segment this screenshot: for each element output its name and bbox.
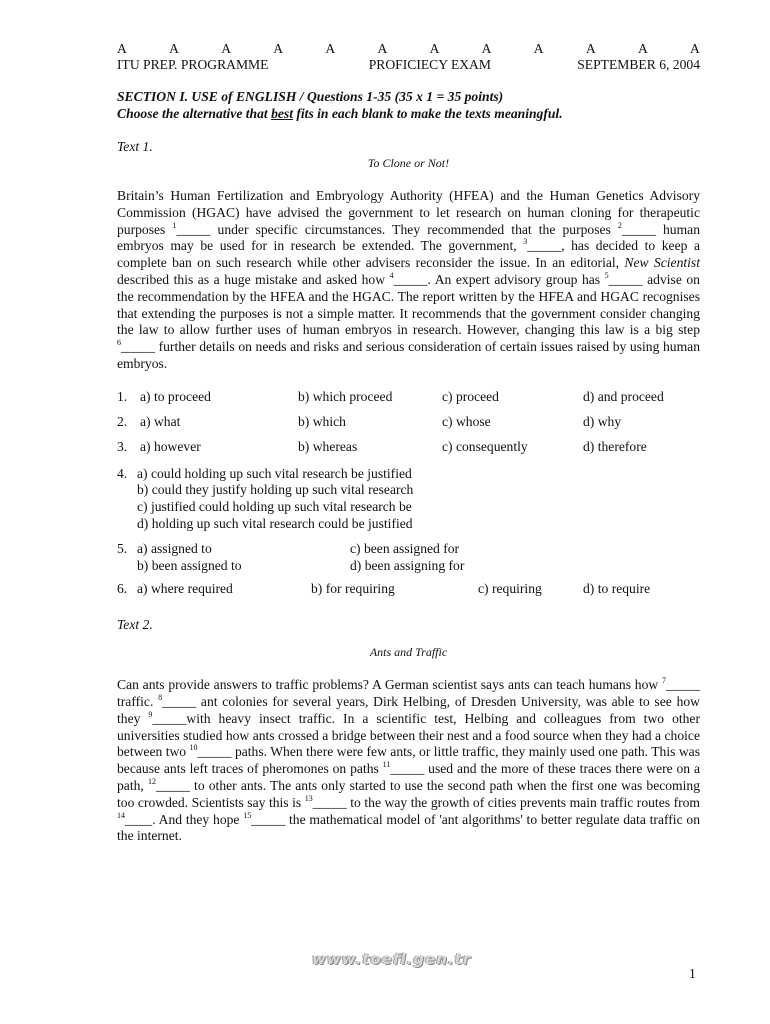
passage-text: _____. An expert advisory group has bbox=[393, 271, 605, 287]
passage-text: _____ to other ants. The ants only started to use the second path when the first one was becoming too crowded. Scientists say this is bbox=[117, 777, 701, 810]
blank-number: 14 bbox=[117, 810, 125, 820]
option-d[interactable]: d) why bbox=[583, 413, 622, 429]
instruction-post: fits in each blank to make the texts meaningful. bbox=[292, 106, 563, 121]
watermark-url: www.toefl.gen.tr bbox=[312, 950, 472, 968]
booklet-letter: A bbox=[377, 41, 388, 56]
passage-text: _____ human embryos may be used for in research be extended. The government, bbox=[117, 221, 701, 254]
journal-name: New Scientist bbox=[624, 255, 700, 271]
blank-number: 8 bbox=[158, 692, 163, 702]
passage-text: _____ under specific circumstances. They recommended that the purposes bbox=[176, 221, 618, 237]
booklet-letter: A bbox=[117, 41, 127, 56]
text1-label: Text 1. bbox=[117, 139, 153, 154]
question-number: 6. bbox=[117, 581, 128, 597]
question-5 bbox=[117, 541, 700, 579]
option-a[interactable]: a) could holding up such vital research be justified bbox=[137, 465, 412, 481]
blank-number: 1 bbox=[172, 220, 177, 230]
passage-text: Britain’s Human Fertilization and Embryology Authority (HFEA) and the Human Genetics Advisory Commission (HGAC) have advised the government to let research on human cloning for therapeutic purposes bbox=[117, 188, 700, 237]
option-b[interactable]: b) for requiring bbox=[311, 581, 395, 597]
blank-number: 5 bbox=[604, 270, 609, 280]
blank-number: 11 bbox=[382, 760, 391, 770]
blank-number: 6 bbox=[117, 338, 121, 348]
option-a[interactable]: a) assigned to bbox=[137, 541, 212, 557]
passage-text: ____. And they hope bbox=[125, 811, 244, 827]
blank-number: 4 bbox=[389, 270, 394, 280]
option-c[interactable]: c) consequently bbox=[442, 438, 528, 454]
text2-title: Ants and Traffic bbox=[369, 645, 448, 660]
blank-number: 9 bbox=[148, 709, 153, 719]
question-3 bbox=[117, 439, 700, 464]
question-number: 5. bbox=[117, 541, 128, 557]
booklet-letter: A bbox=[273, 41, 284, 56]
booklet-letter: A bbox=[169, 41, 179, 56]
option-d[interactable]: d) therefore bbox=[583, 438, 647, 454]
option-d[interactable]: d) holding up such vital research could be justified bbox=[137, 515, 413, 531]
booklet-letter: A bbox=[637, 41, 648, 56]
exam-page bbox=[117, 41, 700, 845]
section-heading bbox=[117, 88, 700, 122]
booklet-letter: A bbox=[221, 41, 232, 56]
text2-passage bbox=[117, 677, 700, 845]
question-number: 2. bbox=[117, 413, 128, 429]
passage-text: _____ paths. When there were few ants, or little traffic, they mainly used one path. This was because ants left traces of pheromones on paths bbox=[117, 744, 700, 777]
section-instruction bbox=[117, 105, 700, 122]
text1-passage bbox=[117, 188, 700, 373]
booklet-letters bbox=[117, 41, 700, 57]
option-c[interactable]: c) been assigned for bbox=[350, 541, 460, 557]
option-a[interactable]: a) to proceed bbox=[140, 388, 211, 404]
text1-title: To Clone or Not! bbox=[367, 156, 450, 170]
option-b[interactable]: b) been assigned to bbox=[137, 557, 242, 573]
blank-number: 7 bbox=[662, 676, 667, 686]
passage-text: _____ advise on the recommendation by the HFEA and the HGAC. The report written by the HFEA and HGAC recognises that extending the purposes is not a simple matter. It recommends that the government consider changing the law to allow further uses of human embryos in research. However, changing this law is a big step bbox=[117, 271, 700, 338]
passage-text: _____ ant colonies for several years, Dirk Helbing, of Dresden University, was able to see how they bbox=[117, 693, 700, 726]
question-2 bbox=[117, 414, 700, 439]
exam-name: PROFICIECY EXAM bbox=[368, 57, 491, 72]
question-number: 1. bbox=[117, 388, 128, 404]
exam-date: SEPTEMBER 6, 2004 bbox=[577, 57, 700, 72]
passage-text: _____ the mathematical model of 'ant algorithms' to better regulate data traffic on the internet. bbox=[117, 811, 700, 844]
option-b[interactable]: b) which proceed bbox=[298, 388, 393, 404]
option-a[interactable]: a) where required bbox=[137, 581, 233, 597]
booklet-letter: A bbox=[585, 41, 596, 56]
programme-name: ITU PREP. PROGRAMME bbox=[117, 57, 269, 72]
option-a[interactable]: a) however bbox=[140, 438, 201, 454]
passage-text: _____, has decided to keep a complete ban on such research while other advisers reconsider the issue. In an editorial, bbox=[117, 238, 700, 271]
question-6 bbox=[117, 581, 700, 606]
page-number: 1 bbox=[689, 966, 696, 981]
booklet-letter: A bbox=[325, 41, 336, 56]
question-4 bbox=[117, 466, 700, 532]
page-header bbox=[117, 57, 700, 73]
option-d[interactable]: d) and proceed bbox=[583, 388, 664, 404]
passage-text: described this as a huge mistake and asked how bbox=[117, 271, 390, 287]
booklet-letter: A bbox=[481, 41, 492, 56]
passage-text: _____ to the way the growth of cities prevents main traffic routes from bbox=[312, 794, 700, 810]
option-a[interactable]: a) what bbox=[140, 413, 181, 429]
option-b[interactable]: b) whereas bbox=[298, 438, 358, 454]
passage-text: _____ traffic. bbox=[117, 677, 700, 709]
passage-text: Can ants provide answers to traffic problems? A German scientist says ants can teach humans how bbox=[117, 677, 663, 693]
booklet-letter: A bbox=[533, 41, 544, 56]
question-1 bbox=[117, 389, 700, 414]
option-d[interactable]: d) to require bbox=[583, 581, 651, 597]
instruction-pre: Choose the alternative that bbox=[117, 106, 272, 121]
question-number: 3. bbox=[117, 438, 128, 454]
option-b[interactable]: b) could they justify holding up such vital research bbox=[137, 482, 414, 498]
blank-number: 12 bbox=[147, 776, 156, 786]
blank-number: 13 bbox=[304, 793, 313, 803]
option-c[interactable]: c) justified could holding up such vital research be bbox=[137, 498, 412, 514]
blank-number: 15 bbox=[243, 810, 252, 820]
blank-number: 2 bbox=[617, 220, 622, 230]
passage-text: _____ used and the more of these traces there were on a path, bbox=[117, 761, 700, 793]
blank-number: 10 bbox=[189, 743, 198, 753]
option-d[interactable]: d) been assigning for bbox=[350, 557, 465, 573]
booklet-letter: A bbox=[690, 41, 700, 56]
option-c[interactable]: c) whose bbox=[442, 413, 491, 429]
question-number: 4. bbox=[117, 465, 128, 481]
section-title: SECTION I. USE of ENGLISH / Questions 1-35 (35 x 1 = 35 points) bbox=[117, 89, 504, 104]
option-c[interactable]: c) requiring bbox=[478, 581, 542, 597]
option-c[interactable]: c) proceed bbox=[442, 388, 499, 404]
text2-label: Text 2. bbox=[117, 617, 153, 633]
option-b[interactable]: b) which bbox=[298, 413, 346, 429]
passage-text: _____ further details on needs and risks and serious consideration of certain issues raised by using human embryos. bbox=[117, 339, 700, 371]
instruction-emphasis: best bbox=[271, 106, 293, 121]
booklet-letter: A bbox=[429, 41, 440, 56]
blank-number: 3 bbox=[523, 237, 528, 247]
passage-text: _____with heavy insect traffic. In a scientific test, Helbing and colleagues from two other universities studied how ants crossed a bridge between their nest and a food source when they had a choice between two bbox=[117, 710, 700, 760]
